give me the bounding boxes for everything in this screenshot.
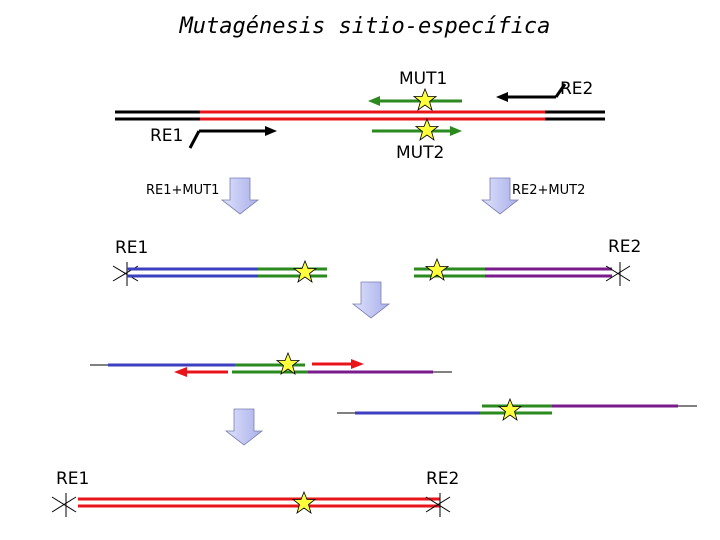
mutation-star-icon <box>294 261 316 282</box>
re2-mid-label: RE2 <box>608 237 642 257</box>
re1-mut1-label: RE1+MUT1 <box>146 183 220 198</box>
re1-bottom-label: RE1 <box>56 469 90 489</box>
mut2-primer <box>372 119 462 140</box>
diagram-title: Mutagénesis sitio-específica <box>179 14 551 39</box>
down-arrow-icon <box>222 178 258 214</box>
re2-top-label: RE2 <box>560 79 594 99</box>
template-dna <box>115 112 605 119</box>
mut2-label: MUT2 <box>396 143 445 163</box>
mutation-star-icon <box>293 492 315 513</box>
alternate-duplex <box>337 399 697 420</box>
down-arrow-icon <box>226 409 262 445</box>
re1-top-label: RE1 <box>150 126 184 146</box>
re2-bottom-label: RE2 <box>426 469 460 489</box>
mutation-star-icon <box>414 89 436 110</box>
annealed-duplex <box>90 353 452 377</box>
mutant-product <box>52 492 450 517</box>
mutation-star-icon <box>499 399 521 420</box>
mut1-primer <box>368 89 462 110</box>
re1-primer <box>190 126 277 148</box>
down-arrow-icon <box>353 282 389 318</box>
re2-mut2-product <box>414 259 630 286</box>
re2-mut2-label: RE2+MUT2 <box>512 183 586 198</box>
mut1-label: MUT1 <box>399 69 448 89</box>
re2-primer <box>496 84 565 102</box>
re1-mut1-product <box>113 261 327 286</box>
mutation-star-icon <box>416 119 438 140</box>
re1-mid-label: RE1 <box>115 238 149 258</box>
